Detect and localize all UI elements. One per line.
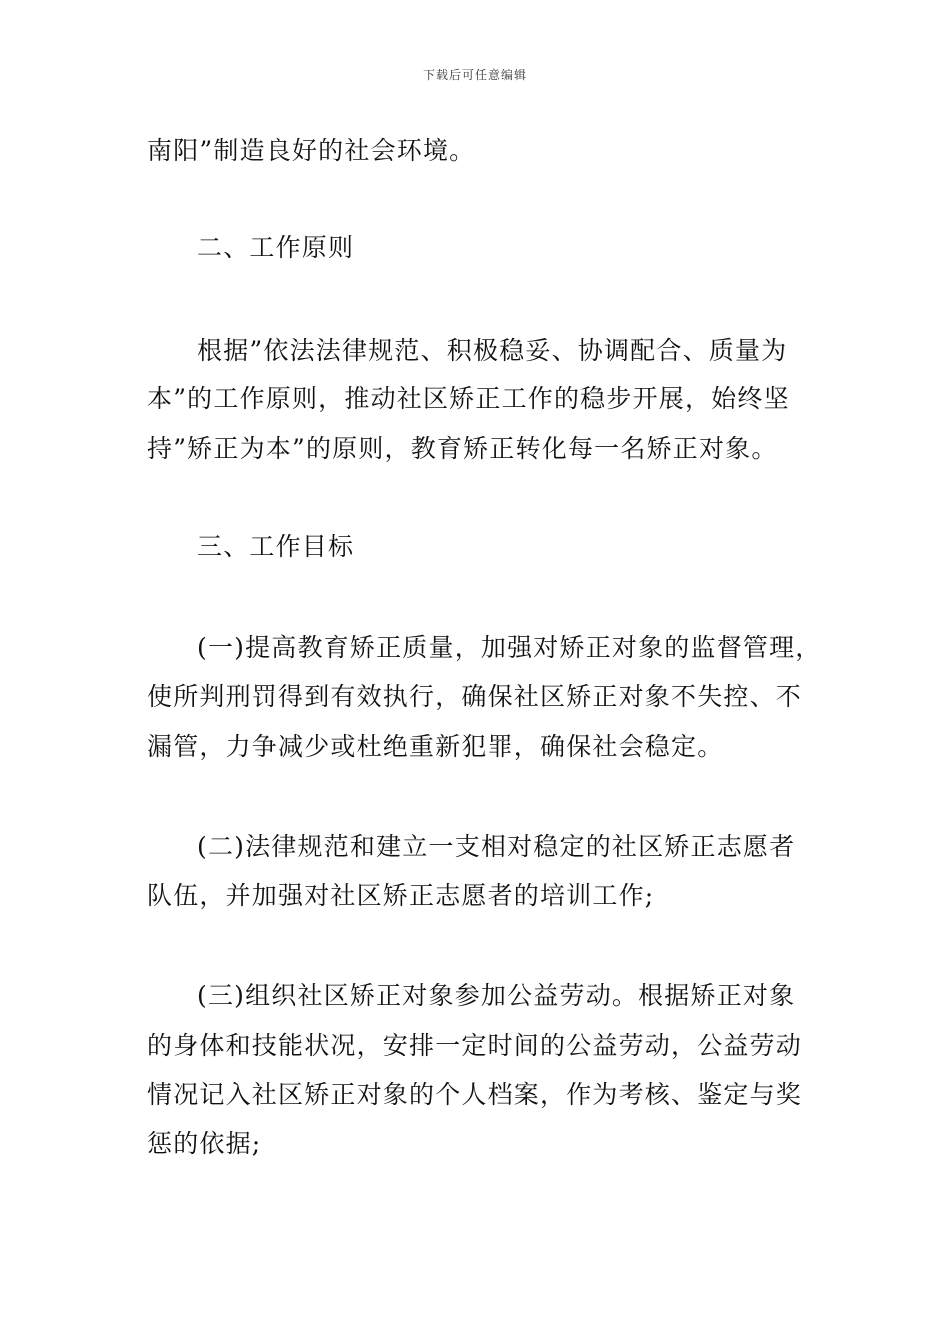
paragraph-line: (二)法律规范和建立一支相对稳定的社区矫正志愿者 <box>197 832 796 861</box>
paragraph-line: 本”的工作原则，推动社区矫正工作的稳步开展，始终坚 <box>147 384 790 413</box>
paragraph-line: 情况记入社区矫正对象的个人档案，作为考核、鉴定与奖 <box>147 1080 803 1109</box>
paragraph-line: 使所判刑罚得到有效执行，确保社区矫正对象不失控、不 <box>147 682 803 711</box>
paragraph-line: 队伍，并加强对社区矫正志愿者的培训工作; <box>147 881 655 910</box>
paragraph-line: 持”矫正为本”的原则，教育矫正转化每一名矫正对象。 <box>147 434 778 463</box>
paragraph-line: (一)提高教育矫正质量，加强对矫正对象的监督管理， <box>197 633 822 662</box>
paragraph-line: 惩的依据; <box>147 1129 262 1158</box>
section-heading: 二、工作原则 <box>197 233 355 262</box>
page-header: 下载后可任意编辑 <box>422 68 527 82</box>
section-heading: 三、工作目标 <box>197 532 355 561</box>
paragraph-line: 根据”依法法律规范、积极稳妥、协调配合、质量为 <box>197 336 788 365</box>
paragraph-line: 漏管，力争减少或杜绝重新犯罪，确保社会稳定。 <box>147 732 724 761</box>
paragraph-line: 的身体和技能状况，安排一定时间的公益劳动，公益劳动 <box>147 1031 803 1060</box>
paragraph-line: (三)组织社区矫正对象参加公益劳动。根据矫正对象 <box>197 981 796 1010</box>
paragraph-line: 南阳”制造良好的社会环境。 <box>147 136 476 165</box>
